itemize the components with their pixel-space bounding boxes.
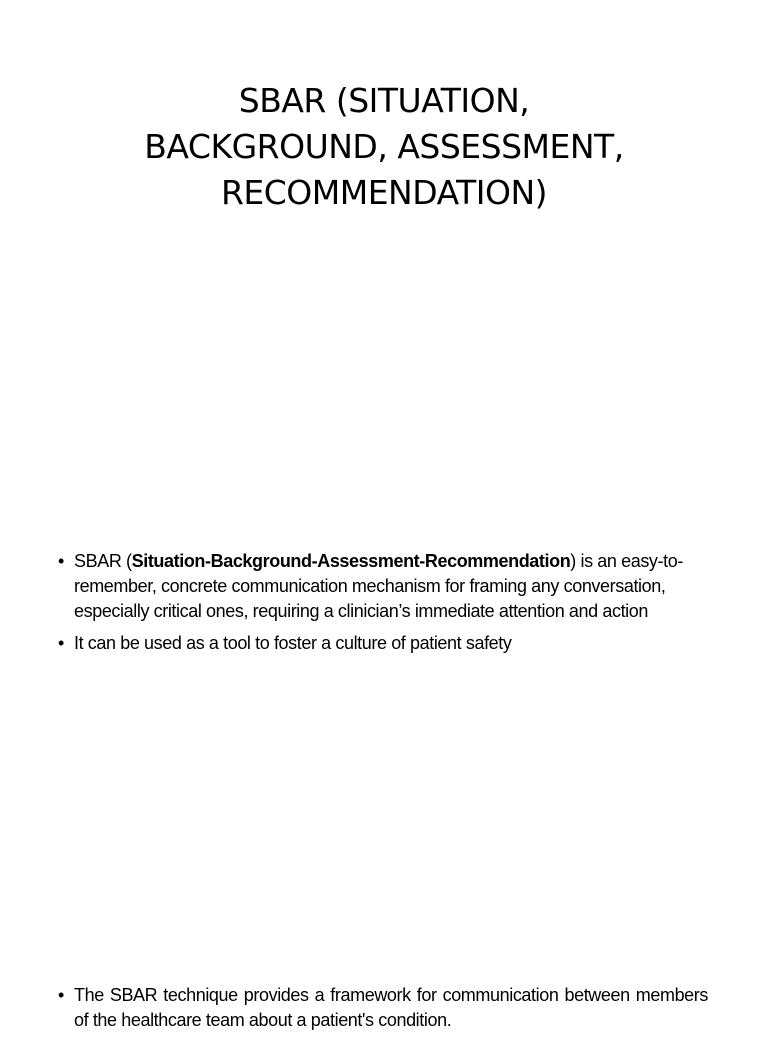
bullet-item-sbar-definition: [56, 549, 708, 624]
bullet-suffix: ) is an easy-to-remember, concrete communication mechanism for framing any conversation, especially critical ones, requiring a clinician’s immediate attention and action: [74, 551, 683, 621]
bullet-dot-icon: •: [58, 633, 64, 653]
bullet-prefix: SBAR (: [74, 551, 132, 571]
bullet-bold-term: Situation-Background-Assessment-Recommendation: [131, 551, 571, 571]
bullet-list-bottom: [56, 983, 708, 1040]
bullet-text: The SBAR technique provides a framework for communication between members of the healthcare team about a patient's condition.: [74, 985, 708, 1030]
bullet-dot-icon: •: [58, 985, 64, 1005]
title-line-2: BACKGROUND, ASSESSMENT,: [144, 127, 624, 166]
bullet-dot-icon: •: [58, 551, 64, 571]
bullet-item-patient-safety: [56, 631, 708, 656]
slide-title: [60, 78, 708, 216]
title-line-1: SBAR (SITUATION,: [238, 81, 530, 120]
bullet-text: It can be used as a tool to foster a culture of patient safety: [74, 633, 512, 653]
bullet-list-top: [56, 549, 708, 663]
title-line-3: RECOMMENDATION): [220, 173, 548, 212]
bullet-item-sbar-technique: [56, 983, 708, 1033]
